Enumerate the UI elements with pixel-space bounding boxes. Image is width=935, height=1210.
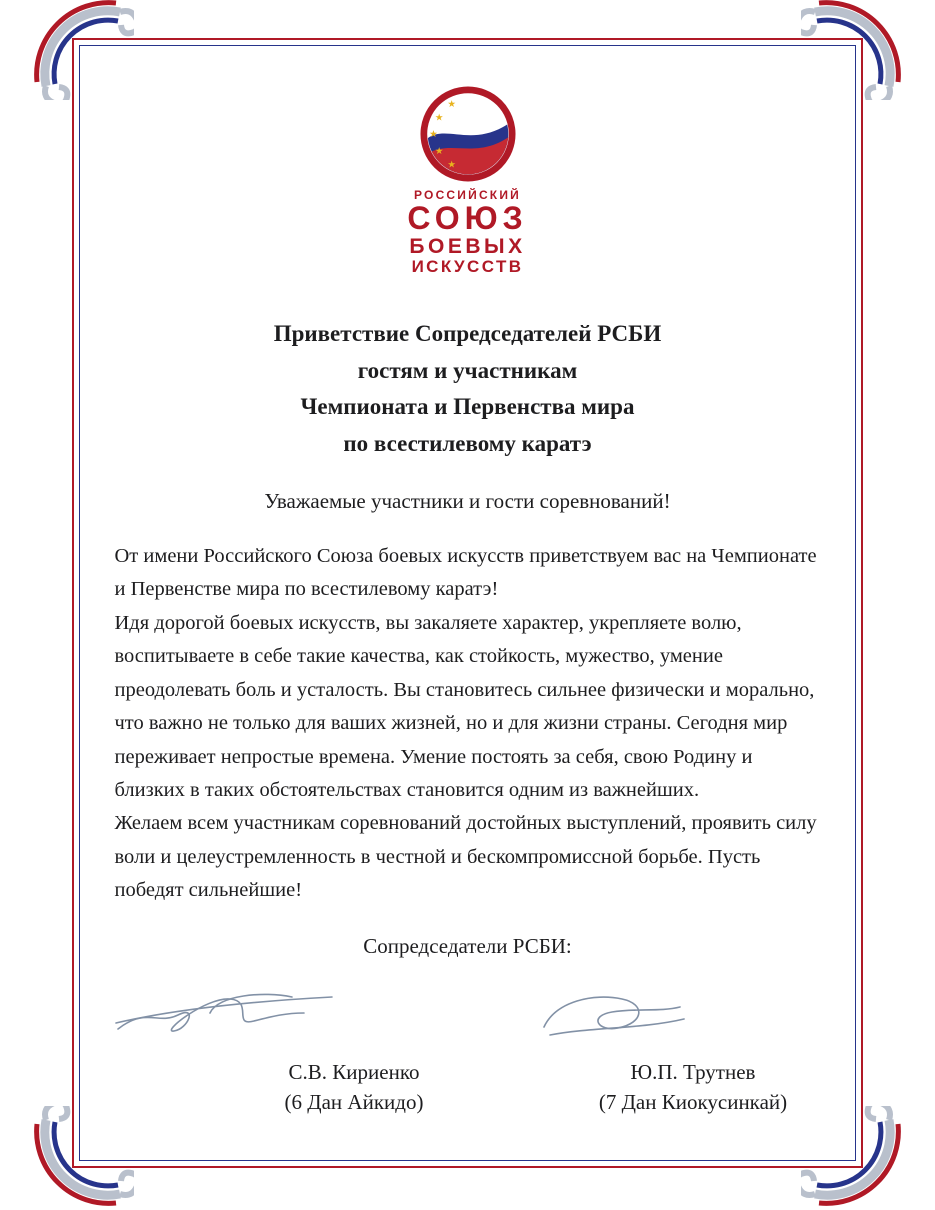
signer-name: Ю.П. Трутнев bbox=[630, 1059, 756, 1084]
document-title bbox=[0, 316, 935, 463]
signer-left bbox=[198, 1057, 510, 1118]
signoff-line: Сопредседатели РСБИ: bbox=[363, 933, 572, 958]
signer-right bbox=[526, 1057, 860, 1118]
corner-ribbon-icon bbox=[24, 0, 134, 100]
title-line: Чемпионата и Первенства мира bbox=[300, 394, 635, 420]
svg-text:★: ★ bbox=[428, 128, 438, 140]
svg-text:★: ★ bbox=[446, 159, 456, 171]
letter-body bbox=[115, 540, 821, 907]
title-line: гостям и участникам bbox=[357, 357, 578, 383]
signer-name: С.В. Кириенко bbox=[288, 1059, 420, 1084]
logo-line: ИСКУССТВ bbox=[411, 256, 524, 276]
svg-text:★: ★ bbox=[434, 146, 443, 158]
rsbi-logo-text bbox=[0, 189, 935, 276]
body-paragraph: От имени Российского Союза боевых искусств приветствуем вас на Чемпионате и Первенстве мира по всестилевому каратэ! bbox=[114, 545, 817, 601]
logo-line: БОЕВЫХ bbox=[409, 234, 526, 258]
salutation: Уважаемые участники и гости соревнований! bbox=[264, 489, 671, 514]
signer-rank: (7 Дан Киокусинкай) bbox=[598, 1089, 788, 1114]
kirienko-signature-icon bbox=[112, 977, 337, 1047]
corner-ribbon-icon bbox=[801, 0, 911, 100]
signer-rank: (6 Дан Айкидо) bbox=[284, 1089, 424, 1114]
title-line: Приветствие Сопредседателей РСБИ bbox=[273, 320, 662, 346]
rsbi-logo bbox=[0, 86, 935, 276]
signers-row bbox=[0, 1057, 935, 1137]
logo-line: РОССИЙСКИЙ bbox=[413, 188, 521, 202]
rsbi-emblem-icon bbox=[420, 86, 516, 182]
svg-text:★: ★ bbox=[446, 99, 456, 111]
body-paragraph: Желаем всем участникам соревнований достойных выступлений, проявить силу воли и целеустремленность в честной и бескомпромиссной борьбе. Пусть победят сильнейшие! bbox=[114, 812, 817, 902]
svg-text:★: ★ bbox=[434, 112, 443, 124]
logo-line: СОЮЗ bbox=[407, 199, 528, 236]
signatures-row bbox=[0, 969, 935, 1055]
title-line: по всестилевому каратэ bbox=[343, 431, 592, 457]
trutnev-signature-icon bbox=[528, 983, 703, 1045]
body-paragraph: Идя дорогой боевых искусств, вы закаляете характер, укрепляете волю, воспитываете в себе такие качества, как стойкость, мужество, умение преодолевать боль и усталость. Вы становитесь сильнее физически и морально, что важно не только для ваших жизней, но и для жизни страны. Сегодня мир переживает непростые времена. Умение постоять за себя, свою Родину и близких в таких обстоятельствах становится одним из важнейших. bbox=[114, 611, 815, 801]
